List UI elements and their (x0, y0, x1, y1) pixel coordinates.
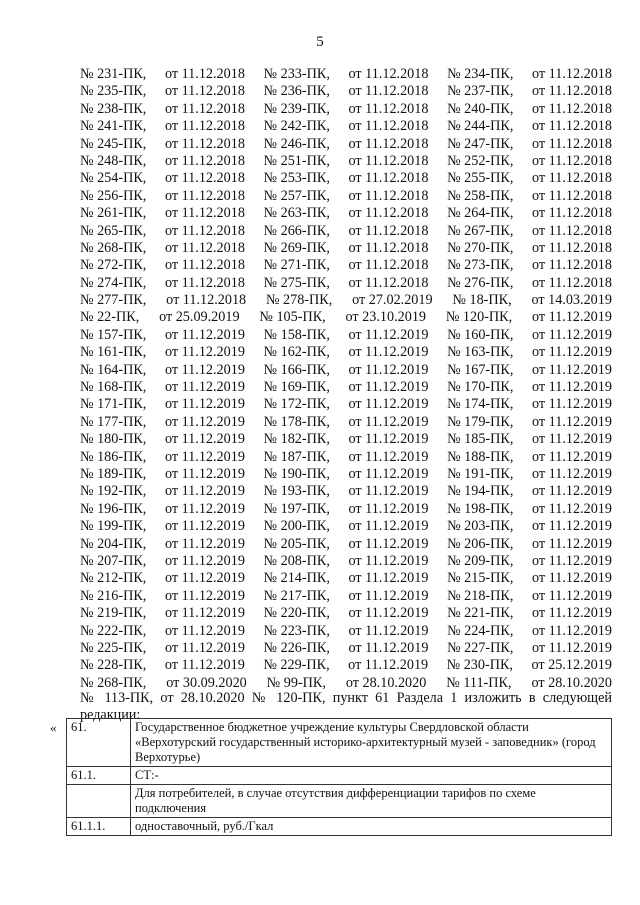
list-row (80, 536, 612, 553)
resolution-date: от 27.02.2019 (352, 292, 433, 309)
resolution-number: № 217-ПК, (263, 587, 330, 604)
resolution-number: № 170-ПК, (447, 379, 514, 396)
resolution-date: от 11.12.2018 (164, 100, 245, 117)
resolution-number: № 218-ПК, (447, 587, 514, 604)
resolution-date: от 11.12.2018 (164, 66, 245, 82)
resolution-number: № 216-ПК, (80, 587, 147, 604)
list-row (80, 657, 612, 674)
resolution-date: от 11.12.2018 (348, 187, 429, 204)
resolution-number: № 222-ПК, (80, 622, 147, 639)
resolution-number: № 214-ПК, (263, 570, 330, 587)
resolution-number: № 197-ПК, (263, 500, 330, 517)
resolution-number: № 268-ПК, (80, 674, 147, 691)
resolution-date: от 11.12.2019 (348, 622, 429, 639)
resolution-date: от 11.12.2019 (164, 448, 245, 465)
resolution-number: № 223-ПК, (263, 622, 330, 639)
resolution-date: от 11.12.2019 (164, 657, 245, 674)
resolution-date: от 11.12.2018 (348, 222, 429, 239)
resolution-number: № 198-ПК, (447, 500, 514, 517)
resolution-date: от 11.12.2019 (532, 535, 612, 552)
resolution-number: № 269-ПК, (263, 239, 330, 256)
list-row (80, 570, 612, 587)
resolution-date: от 11.12.2018 (164, 239, 245, 256)
resolution-date: от 11.12.2018 (164, 187, 245, 204)
resolution-number: № 212-ПК, (80, 570, 147, 587)
resolution-number: № 178-ПК, (263, 413, 330, 430)
resolution-date: от 11.12.2018 (348, 118, 429, 135)
resolution-date: от 11.12.2019 (532, 431, 612, 448)
resolution-number: № 105-ПК, (259, 309, 326, 326)
table-cell-number: 61.1. (67, 767, 131, 785)
resolution-number: № 205-ПК, (263, 535, 330, 552)
resolution-date: от 11.12.2018 (348, 170, 429, 187)
resolution-number: № 228-ПК, (80, 657, 147, 674)
resolution-number: № 261-ПК, (80, 205, 147, 222)
list-row (80, 605, 612, 622)
resolution-date: от 11.12.2018 (164, 152, 245, 169)
resolution-number: № 182-ПК, (263, 431, 330, 448)
resolution-date: от 11.12.2018 (532, 274, 612, 291)
resolution-date: от 11.12.2018 (164, 274, 245, 291)
table-row (67, 818, 612, 836)
resolution-number: № 174-ПК, (447, 396, 514, 413)
resolution-date: от 11.12.2019 (164, 500, 245, 517)
resolution-number: № 251-ПК, (263, 152, 330, 169)
resolution-number: № 186-ПК, (80, 448, 147, 465)
resolution-date: от 11.12.2018 (166, 292, 247, 309)
resolution-number: № 190-ПК, (263, 465, 330, 482)
resolution-number: № 157-ПК, (80, 326, 147, 343)
resolution-number: № 179-ПК, (447, 413, 514, 430)
resolution-number: № 193-ПК, (263, 483, 330, 500)
resolution-date: от 11.12.2018 (532, 222, 612, 239)
paragraph-line-1: № 113-ПК, от 28.10.2020 № 120-ПК, пункт 61 Раздела 1 изложить в следующей (80, 690, 612, 706)
resolution-number: № 271-ПК, (263, 257, 330, 274)
resolution-number: № 188-ПК, (447, 448, 514, 465)
resolution-date: от 11.12.2019 (532, 552, 612, 569)
resolution-date: от 11.12.2018 (164, 170, 245, 187)
resolution-number: № 199-ПК, (80, 518, 147, 535)
list-row (80, 257, 612, 274)
resolution-date: от 11.12.2018 (348, 205, 429, 222)
resolution-date: от 11.12.2019 (348, 431, 429, 448)
resolution-number: № 160-ПК, (447, 326, 514, 343)
resolution-date: от 11.12.2018 (348, 100, 429, 117)
list-row (80, 362, 612, 379)
resolution-date: от 11.12.2018 (164, 83, 245, 100)
resolution-number: № 192-ПК, (80, 483, 147, 500)
resolution-date: от 11.12.2019 (164, 483, 245, 500)
resolution-number: № 273-ПК, (447, 257, 514, 274)
resolution-date: от 11.12.2019 (164, 552, 245, 569)
resolution-number: № 263-ПК, (263, 205, 330, 222)
resolution-date: от 11.12.2019 (164, 605, 245, 622)
resolution-number: № 253-ПК, (263, 170, 330, 187)
list-row (80, 640, 612, 657)
list-row (80, 153, 612, 170)
resolution-number: № 264-ПК, (447, 205, 514, 222)
resolution-number: № 221-ПК, (447, 605, 514, 622)
list-row (80, 118, 612, 135)
paragraph-line-2: редакции: (80, 707, 141, 723)
resolution-date: от 11.12.2018 (532, 257, 612, 274)
resolution-number: № 180-ПК, (80, 431, 147, 448)
resolution-date: от 11.12.2019 (348, 500, 429, 517)
resolution-number: № 256-ПК, (80, 187, 147, 204)
list-row (80, 327, 612, 344)
resolution-number: № 247-ПК, (447, 135, 514, 152)
opening-quote: « (50, 720, 57, 735)
resolution-number: № 161-ПК, (80, 344, 147, 361)
resolution-number: № 215-ПК, (447, 570, 514, 587)
resolution-number: № 226-ПК, (263, 639, 330, 656)
table-cell-number (67, 785, 131, 818)
resolution-number: № 219-ПК, (80, 605, 147, 622)
resolution-date: от 11.12.2018 (532, 135, 612, 152)
resolution-date: от 11.12.2018 (348, 135, 429, 152)
resolution-date: от 11.12.2019 (164, 379, 245, 396)
list-row (80, 518, 612, 535)
resolution-number: № 266-ПК, (263, 222, 330, 239)
resolution-number: № 204-ПК, (80, 535, 147, 552)
resolution-date: от 11.12.2019 (532, 361, 612, 378)
resolution-date: от 11.12.2018 (532, 187, 612, 204)
resolution-number: № 207-ПК, (80, 552, 147, 569)
resolution-number: № 275-ПК, (263, 274, 330, 291)
list-row (80, 275, 612, 292)
resolution-number: № 239-ПК, (263, 100, 330, 117)
list-row (80, 223, 612, 240)
resolution-date: от 11.12.2019 (164, 622, 245, 639)
resolution-number: № 225-ПК, (80, 639, 147, 656)
resolution-number: № 189-ПК, (80, 465, 147, 482)
resolution-number: № 196-ПК, (80, 500, 147, 517)
resolution-number: № 18-ПК, (452, 292, 512, 309)
tariff-table (66, 718, 612, 836)
table-cell-text: Государственное бюджетное учреждение культуры Свердловской области «Верхотурский государственный историко-архитектурный музей - заповедник» (город Верхотурье) (131, 719, 612, 767)
list-row (80, 483, 612, 500)
resolution-list (80, 66, 612, 692)
resolution-date: от 11.12.2019 (531, 309, 612, 326)
resolution-number: № 235-ПК, (80, 83, 147, 100)
resolution-number: № 208-ПК, (263, 552, 330, 569)
resolution-number: № 224-ПК, (447, 622, 514, 639)
resolution-number: № 99-ПК, (266, 674, 326, 691)
resolution-date: от 30.09.2020 (166, 674, 247, 691)
resolution-date: от 11.12.2019 (348, 361, 429, 378)
resolution-date: от 14.03.2019 (531, 292, 612, 309)
resolution-date: от 11.12.2019 (348, 326, 429, 343)
resolution-number: № 203-ПК, (447, 518, 514, 535)
resolution-date: от 11.12.2019 (532, 500, 612, 517)
resolution-date: от 11.12.2019 (164, 639, 245, 656)
resolution-number: № 200-ПК, (263, 518, 330, 535)
resolution-date: от 11.12.2019 (348, 535, 429, 552)
resolution-number: № 255-ПК, (447, 170, 514, 187)
resolution-date: от 11.12.2019 (348, 639, 429, 656)
resolution-date: от 11.12.2018 (164, 205, 245, 222)
resolution-number: № 168-ПК, (80, 379, 147, 396)
resolution-date: от 11.12.2019 (348, 570, 429, 587)
resolution-date: от 11.12.2019 (348, 379, 429, 396)
resolution-date: от 11.12.2019 (164, 413, 245, 430)
list-row (80, 188, 612, 205)
list-row (80, 66, 612, 83)
resolution-number: № 166-ПК, (263, 361, 330, 378)
resolution-date: от 11.12.2019 (348, 465, 429, 482)
resolution-number: № 172-ПК, (263, 396, 330, 413)
resolution-number: № 238-ПК, (80, 100, 147, 117)
resolution-date: от 11.12.2019 (532, 379, 612, 396)
resolution-number: № 230-ПК, (446, 657, 513, 674)
table-cell-number: 61. (67, 719, 131, 767)
resolution-date: от 11.12.2019 (532, 465, 612, 482)
resolution-date: от 11.12.2018 (532, 170, 612, 187)
resolution-number: № 248-ПК, (80, 152, 147, 169)
resolution-date: от 23.10.2019 (345, 309, 427, 326)
resolution-date: от 11.12.2019 (532, 622, 612, 639)
resolution-date: от 11.12.2019 (348, 587, 429, 604)
list-row (80, 414, 612, 431)
list-row (80, 101, 612, 118)
resolution-date: от 11.12.2019 (164, 431, 245, 448)
resolution-number: № 252-ПК, (447, 152, 514, 169)
resolution-number: № 185-ПК, (447, 431, 514, 448)
resolution-date: от 11.12.2018 (164, 135, 245, 152)
resolution-date: от 11.12.2019 (164, 570, 245, 587)
resolution-number: № 163-ПК, (447, 344, 514, 361)
resolution-number: № 240-ПК, (447, 100, 514, 117)
resolution-number: № 234-ПК, (447, 66, 514, 82)
resolution-number: № 265-ПК, (80, 222, 147, 239)
list-row (80, 431, 612, 448)
resolution-date: от 11.12.2018 (532, 118, 612, 135)
resolution-number: № 276-ПК, (447, 274, 514, 291)
resolution-date: от 11.12.2019 (164, 396, 245, 413)
list-row (80, 379, 612, 396)
resolution-date: от 11.12.2019 (348, 605, 429, 622)
resolution-date: от 11.12.2019 (532, 483, 612, 500)
resolution-date: от 25.12.2019 (531, 657, 612, 674)
resolution-date: от 11.12.2019 (348, 413, 429, 430)
table-row (67, 719, 612, 767)
resolution-number: № 233-ПК, (263, 66, 330, 82)
resolution-number: № 227-ПК, (447, 639, 514, 656)
resolution-date: от 11.12.2019 (164, 326, 245, 343)
resolution-date: от 11.12.2019 (348, 552, 429, 569)
list-row (80, 240, 612, 257)
table-row (67, 785, 612, 818)
resolution-date: от 11.12.2019 (348, 396, 429, 413)
resolution-date: от 11.12.2018 (164, 118, 245, 135)
resolution-date: от 11.12.2018 (532, 66, 612, 82)
resolution-date: от 11.12.2018 (348, 83, 429, 100)
resolution-date: от 11.12.2018 (348, 152, 429, 169)
resolution-date: от 11.12.2019 (164, 344, 245, 361)
resolution-date: от 11.12.2019 (164, 518, 245, 535)
resolution-number: № 187-ПК, (263, 448, 330, 465)
list-row (80, 449, 612, 466)
resolution-number: № 246-ПК, (263, 135, 330, 152)
resolution-date: от 11.12.2019 (532, 587, 612, 604)
resolution-number: № 171-ПК, (80, 396, 147, 413)
resolution-date: от 11.12.2019 (532, 344, 612, 361)
resolution-number: № 177-ПК, (80, 413, 147, 430)
resolution-number: № 164-ПК, (80, 361, 147, 378)
resolution-number: № 245-ПК, (80, 135, 147, 152)
resolution-date: от 11.12.2019 (532, 605, 612, 622)
resolution-date: от 11.12.2019 (164, 587, 245, 604)
resolution-date: от 11.12.2019 (532, 326, 612, 343)
resolution-number: № 120-ПК, (445, 309, 513, 326)
resolution-number: № 244-ПК, (447, 118, 514, 135)
resolution-number: № 270-ПК, (447, 239, 514, 256)
list-row (80, 396, 612, 413)
resolution-number: № 169-ПК, (263, 379, 330, 396)
table-cell-text: одноставочный, руб./Гкал (131, 818, 612, 836)
resolution-number: № 236-ПК, (263, 83, 330, 100)
resolution-number: № 194-ПК, (447, 483, 514, 500)
list-row (80, 501, 612, 518)
resolution-date: от 11.12.2018 (532, 205, 612, 222)
resolution-number: № 257-ПК, (263, 187, 330, 204)
resolution-date: от 11.12.2018 (348, 257, 429, 274)
list-row (80, 292, 612, 309)
resolution-date: от 11.12.2018 (532, 100, 612, 117)
table-row (67, 767, 612, 785)
list-row (80, 136, 612, 153)
resolution-date: от 11.12.2018 (532, 152, 612, 169)
resolution-number: № 267-ПК, (447, 222, 514, 239)
resolution-date: от 11.12.2018 (348, 239, 429, 256)
list-row (80, 344, 612, 361)
resolution-date: от 11.12.2019 (348, 518, 429, 535)
resolution-date: от 11.12.2018 (532, 83, 612, 100)
resolution-date: от 11.12.2019 (348, 448, 429, 465)
resolution-number: № 111-ПК, (446, 674, 512, 691)
resolution-date: от 11.12.2019 (532, 448, 612, 465)
resolution-date: от 11.12.2019 (164, 465, 245, 482)
list-row (80, 205, 612, 222)
resolution-date: от 11.12.2018 (532, 239, 612, 256)
resolution-number: № 278-ПК, (265, 292, 333, 309)
resolution-date: от 11.12.2019 (348, 344, 429, 361)
resolution-number: № 191-ПК, (447, 465, 514, 482)
resolution-date: от 11.12.2018 (164, 222, 245, 239)
list-row (80, 553, 612, 570)
table-cell-number: 61.1.1. (67, 818, 131, 836)
resolution-number: № 268-ПК, (80, 239, 147, 256)
resolution-number: № 272-ПК, (80, 257, 147, 274)
resolution-number: № 254-ПК, (80, 170, 147, 187)
list-row (80, 170, 612, 187)
resolution-number: № 241-ПК, (80, 118, 147, 135)
list-row (80, 466, 612, 483)
resolution-date: от 11.12.2019 (532, 639, 612, 656)
resolution-number: № 277-ПК, (80, 292, 147, 309)
resolution-number: № 167-ПК, (447, 361, 514, 378)
resolution-number: № 209-ПК, (447, 552, 514, 569)
resolution-date: от 11.12.2019 (532, 413, 612, 430)
resolution-date: от 28.10.2020 (345, 674, 427, 691)
list-row (80, 83, 612, 100)
resolution-date: от 11.12.2019 (164, 361, 245, 378)
resolution-number: № 229-ПК, (263, 657, 330, 674)
resolution-number: № 242-ПК, (263, 118, 330, 135)
resolution-number: № 162-ПК, (263, 344, 330, 361)
resolution-number: № 274-ПК, (80, 274, 147, 291)
resolution-number: № 206-ПК, (447, 535, 514, 552)
resolution-number: № 231-ПК, (80, 66, 147, 82)
resolution-date: от 11.12.2018 (164, 257, 245, 274)
resolution-date: от 11.12.2019 (348, 657, 429, 674)
list-row (80, 588, 612, 605)
resolution-date: от 11.12.2018 (348, 66, 429, 82)
list-row (80, 623, 612, 640)
resolution-date: от 11.12.2019 (532, 518, 612, 535)
resolution-number: № 158-ПК, (263, 326, 330, 343)
resolution-number: № 22-ПК, (80, 309, 140, 326)
list-row (80, 309, 612, 326)
resolution-date: от 11.12.2019 (348, 483, 429, 500)
resolution-date: от 25.09.2019 (159, 309, 240, 326)
resolution-number: № 237-ПК, (447, 83, 514, 100)
resolution-number: № 258-ПК, (447, 187, 514, 204)
resolution-date: от 28.10.2020 (531, 674, 612, 691)
resolution-date: от 11.12.2018 (348, 274, 429, 291)
resolution-date: от 11.12.2019 (532, 570, 612, 587)
resolution-date: от 11.12.2019 (164, 535, 245, 552)
page-number: 5 (316, 34, 324, 50)
resolution-number: № 220-ПК, (263, 605, 330, 622)
table-cell-text: СТ:- (131, 767, 612, 785)
table-cell-text: Для потребителей, в случае отсутствия дифференциации тарифов по схеме подключения (131, 785, 612, 818)
resolution-date: от 11.12.2019 (532, 396, 612, 413)
